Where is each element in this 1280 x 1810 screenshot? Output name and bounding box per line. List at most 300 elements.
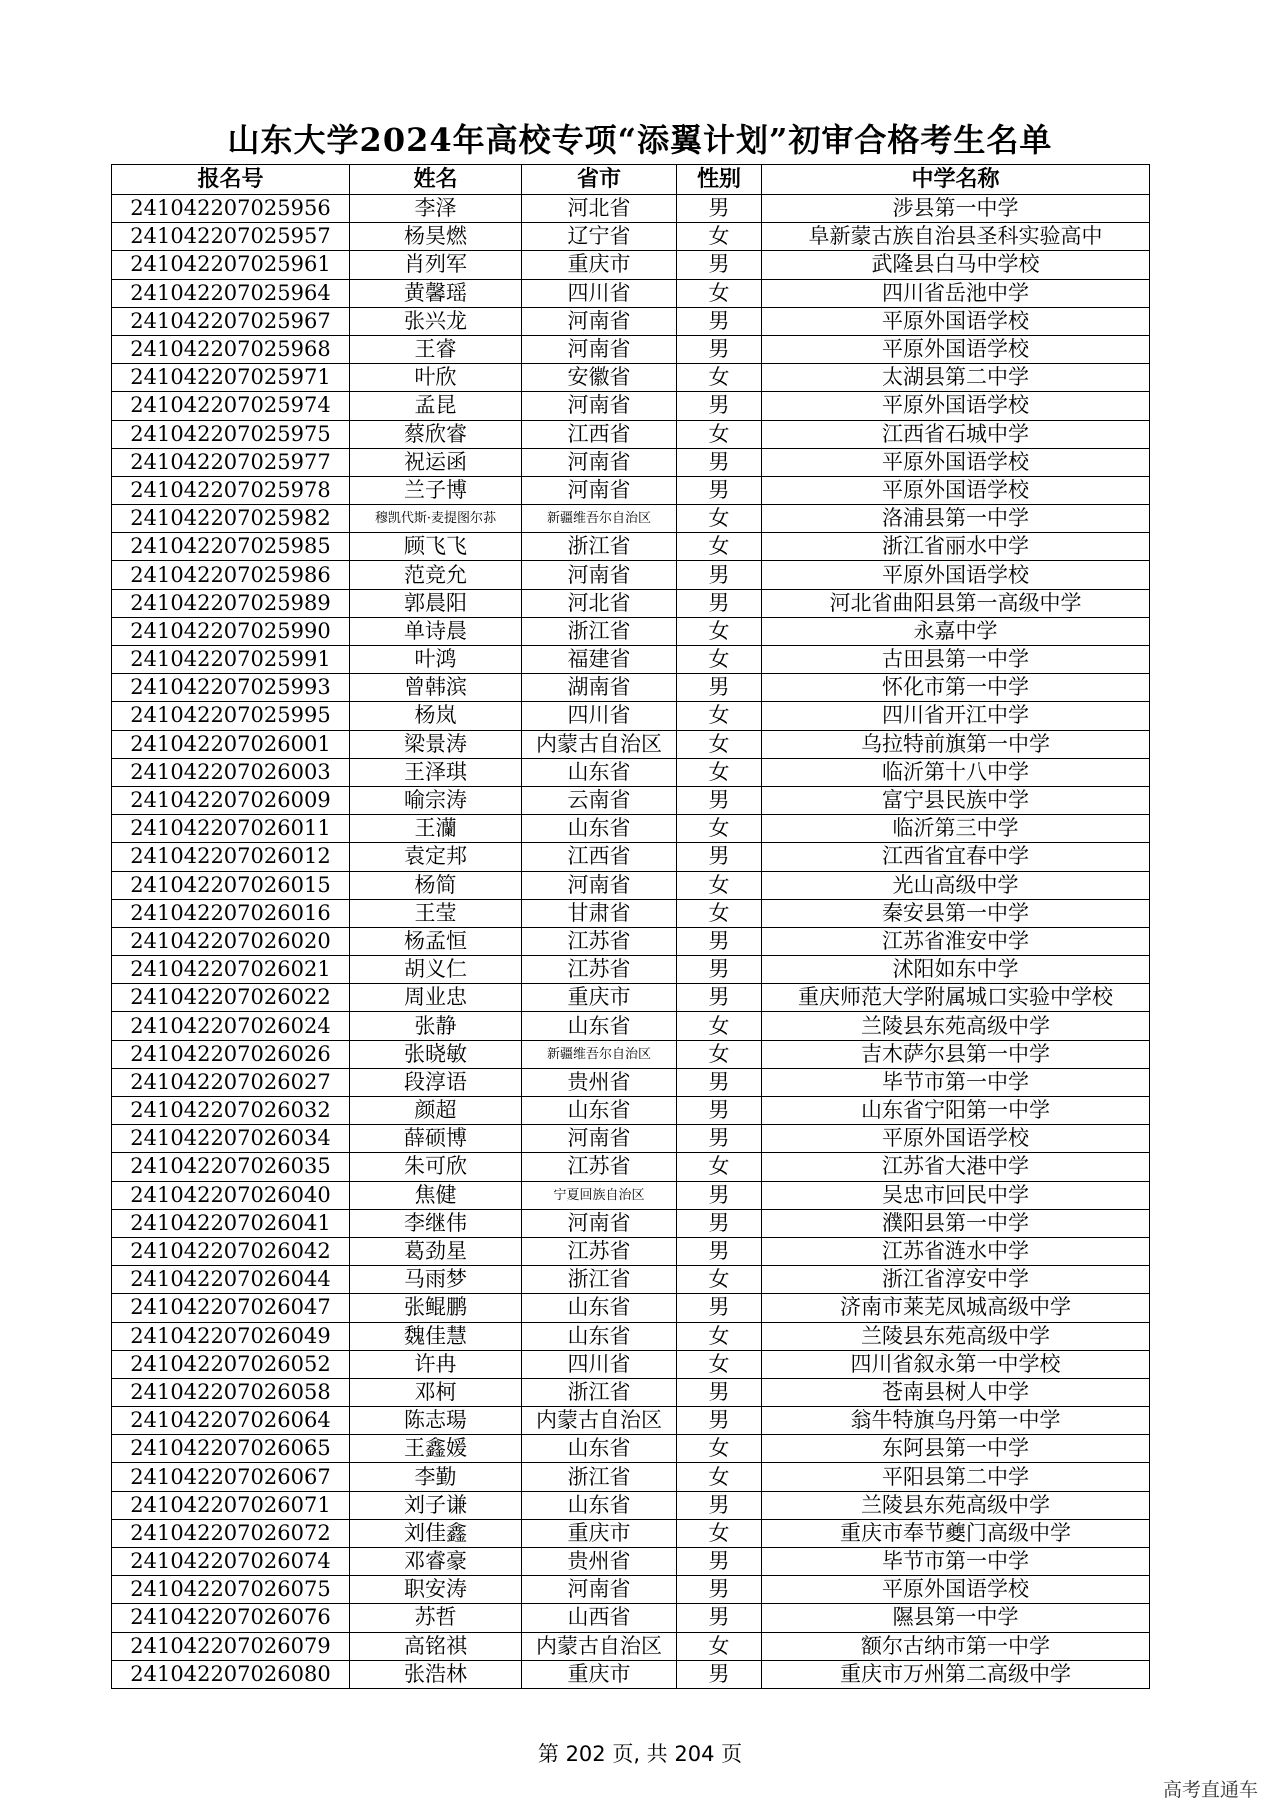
name-cell: 杨昊燃 <box>350 223 522 251</box>
table-row <box>112 1153 1150 1181</box>
name-cell: 邓柯 <box>350 1378 522 1406</box>
column-header-id: 报名号 <box>112 165 350 195</box>
province-cell: 河北省 <box>522 589 677 617</box>
school-cell: 洛浦县第一中学 <box>762 505 1150 533</box>
gender-cell: 男 <box>677 335 762 363</box>
name-cell: 王鑫媛 <box>350 1435 522 1463</box>
province-cell: 甘肃省 <box>522 899 677 927</box>
school-cell: 毕节市第一中学 <box>762 1548 1150 1576</box>
gender-cell: 女 <box>677 279 762 307</box>
registration-id-cell: 241042207025971 <box>112 364 350 392</box>
school-cell: 浙江省丽水中学 <box>762 533 1150 561</box>
school-cell: 临沂第十八中学 <box>762 758 1150 786</box>
gender-cell: 女 <box>677 364 762 392</box>
school-cell: 吉木萨尔县第一中学 <box>762 1040 1150 1068</box>
school-cell: 毕节市第一中学 <box>762 1068 1150 1096</box>
school-cell: 平原外国语学校 <box>762 1125 1150 1153</box>
name-cell: 王睿 <box>350 335 522 363</box>
table-row <box>112 1407 1150 1435</box>
province-cell: 四川省 <box>522 1350 677 1378</box>
table-row <box>112 448 1150 476</box>
province-cell: 江苏省 <box>522 1237 677 1265</box>
registration-id-cell: 241042207026071 <box>112 1491 350 1519</box>
school-cell: 古田县第一中学 <box>762 646 1150 674</box>
school-cell: 浙江省淳安中学 <box>762 1266 1150 1294</box>
table-row <box>112 1237 1150 1265</box>
school-cell: 平原外国语学校 <box>762 561 1150 589</box>
name-cell: 苏哲 <box>350 1604 522 1632</box>
school-cell: 平阳县第二中学 <box>762 1463 1150 1491</box>
registration-id-cell: 241042207025956 <box>112 195 350 223</box>
registration-id-cell: 241042207026001 <box>112 730 350 758</box>
province-cell: 江苏省 <box>522 956 677 984</box>
table-row <box>112 364 1150 392</box>
table-row <box>112 1209 1150 1237</box>
school-cell: 重庆市万州第二高级中学 <box>762 1660 1150 1688</box>
gender-cell: 男 <box>677 1407 762 1435</box>
name-cell: 张晓敏 <box>350 1040 522 1068</box>
table-row <box>112 1548 1150 1576</box>
name-cell: 朱可欣 <box>350 1153 522 1181</box>
name-cell: 李勤 <box>350 1463 522 1491</box>
table-row <box>112 1576 1150 1604</box>
registration-id-cell: 241042207026067 <box>112 1463 350 1491</box>
school-cell: 额尔古纳市第一中学 <box>762 1632 1150 1660</box>
gender-cell: 男 <box>677 1068 762 1096</box>
gender-cell: 男 <box>677 1209 762 1237</box>
gender-cell: 男 <box>677 195 762 223</box>
gender-cell: 女 <box>677 223 762 251</box>
column-header-gender: 性别 <box>677 165 762 195</box>
school-cell: 隰县第一中学 <box>762 1604 1150 1632</box>
school-cell: 苍南县树人中学 <box>762 1378 1150 1406</box>
name-cell: 梁景涛 <box>350 730 522 758</box>
registration-id-cell: 241042207026058 <box>112 1378 350 1406</box>
school-cell: 江苏省涟水中学 <box>762 1237 1150 1265</box>
table-row <box>112 702 1150 730</box>
table-row <box>112 1068 1150 1096</box>
gender-cell: 女 <box>677 505 762 533</box>
province-cell: 河南省 <box>522 307 677 335</box>
school-cell: 平原外国语学校 <box>762 392 1150 420</box>
name-cell: 周业忠 <box>350 984 522 1012</box>
column-header-name: 姓名 <box>350 165 522 195</box>
table-row <box>112 786 1150 814</box>
province-cell: 河北省 <box>522 195 677 223</box>
table-row <box>112 1519 1150 1547</box>
school-cell: 重庆市奉节夔门高级中学 <box>762 1519 1150 1547</box>
registration-id-cell: 241042207026076 <box>112 1604 350 1632</box>
province-cell: 山东省 <box>522 1322 677 1350</box>
gender-cell: 男 <box>677 786 762 814</box>
name-cell: 魏佳慧 <box>350 1322 522 1350</box>
school-cell: 临沂第三中学 <box>762 815 1150 843</box>
registration-id-cell: 241042207025995 <box>112 702 350 730</box>
registration-id-cell: 241042207026065 <box>112 1435 350 1463</box>
table-row <box>112 1604 1150 1632</box>
province-cell: 内蒙古自治区 <box>522 1407 677 1435</box>
school-cell: 四川省开江中学 <box>762 702 1150 730</box>
province-cell: 浙江省 <box>522 1378 677 1406</box>
gender-cell: 女 <box>677 1040 762 1068</box>
registration-id-cell: 241042207026041 <box>112 1209 350 1237</box>
gender-cell: 男 <box>677 1294 762 1322</box>
table-row <box>112 279 1150 307</box>
province-cell: 山东省 <box>522 1491 677 1519</box>
school-cell: 平原外国语学校 <box>762 307 1150 335</box>
registration-id-cell: 241042207025989 <box>112 589 350 617</box>
province-cell: 河南省 <box>522 1209 677 1237</box>
gender-cell: 男 <box>677 1378 762 1406</box>
registration-id-cell: 241042207026016 <box>112 899 350 927</box>
name-cell: 杨简 <box>350 871 522 899</box>
gender-cell: 女 <box>677 871 762 899</box>
province-cell: 河南省 <box>522 871 677 899</box>
column-header-school: 中学名称 <box>762 165 1150 195</box>
province-cell: 四川省 <box>522 279 677 307</box>
gender-cell: 女 <box>677 1012 762 1040</box>
name-cell: 颜超 <box>350 1097 522 1125</box>
gender-cell: 女 <box>677 1266 762 1294</box>
gender-cell: 女 <box>677 617 762 645</box>
table-row <box>112 392 1150 420</box>
province-cell: 内蒙古自治区 <box>522 1632 677 1660</box>
gender-cell: 女 <box>677 646 762 674</box>
school-cell: 江西省石城中学 <box>762 420 1150 448</box>
registration-id-cell: 241042207025982 <box>112 505 350 533</box>
name-cell: 张兴龙 <box>350 307 522 335</box>
province-cell: 云南省 <box>522 786 677 814</box>
school-cell: 太湖县第二中学 <box>762 364 1150 392</box>
school-cell: 永嘉中学 <box>762 617 1150 645</box>
school-cell: 兰陵县东苑高级中学 <box>762 1322 1150 1350</box>
province-cell: 新疆维吾尔自治区 <box>522 1040 677 1068</box>
province-cell: 四川省 <box>522 702 677 730</box>
table-row <box>112 984 1150 1012</box>
registration-id-cell: 241042207026009 <box>112 786 350 814</box>
table-row <box>112 843 1150 871</box>
gender-cell: 男 <box>677 589 762 617</box>
gender-cell: 男 <box>677 1125 762 1153</box>
name-cell: 职安涛 <box>350 1576 522 1604</box>
registration-id-cell: 241042207026075 <box>112 1576 350 1604</box>
name-cell: 王灡 <box>350 815 522 843</box>
registration-id-cell: 241042207025986 <box>112 561 350 589</box>
table-row <box>112 561 1150 589</box>
registration-id-cell: 241042207025964 <box>112 279 350 307</box>
table-row <box>112 899 1150 927</box>
province-cell: 宁夏回族自治区 <box>522 1181 677 1209</box>
name-cell: 许冉 <box>350 1350 522 1378</box>
school-cell: 富宁县民族中学 <box>762 786 1150 814</box>
name-cell: 蔡欣睿 <box>350 420 522 448</box>
gender-cell: 女 <box>677 1350 762 1378</box>
table-row <box>112 815 1150 843</box>
table-row <box>112 1097 1150 1125</box>
gender-cell: 女 <box>677 1435 762 1463</box>
registration-id-cell: 241042207026042 <box>112 1237 350 1265</box>
school-cell: 江苏省大港中学 <box>762 1153 1150 1181</box>
name-cell: 张浩林 <box>350 1660 522 1688</box>
name-cell: 李泽 <box>350 195 522 223</box>
name-cell: 杨孟恒 <box>350 927 522 955</box>
name-cell: 刘佳鑫 <box>350 1519 522 1547</box>
registration-id-cell: 241042207026074 <box>112 1548 350 1576</box>
table-row <box>112 1012 1150 1040</box>
name-cell: 王泽琪 <box>350 758 522 786</box>
province-cell: 山西省 <box>522 1604 677 1632</box>
province-cell: 山东省 <box>522 758 677 786</box>
name-cell: 喻宗涛 <box>350 786 522 814</box>
gender-cell: 女 <box>677 1153 762 1181</box>
registration-id-cell: 241042207025968 <box>112 335 350 363</box>
table-row <box>112 871 1150 899</box>
school-cell: 山东省宁阳第一中学 <box>762 1097 1150 1125</box>
province-cell: 浙江省 <box>522 617 677 645</box>
gender-cell: 女 <box>677 758 762 786</box>
registration-id-cell: 241042207026021 <box>112 956 350 984</box>
registration-id-cell: 241042207026032 <box>112 1097 350 1125</box>
table-row <box>112 956 1150 984</box>
name-cell: 王莹 <box>350 899 522 927</box>
registration-id-cell: 241042207026080 <box>112 1660 350 1688</box>
province-cell: 内蒙古自治区 <box>522 730 677 758</box>
table-row <box>112 730 1150 758</box>
page-number: 第 202 页, 共 204 页 <box>537 1742 743 1766</box>
gender-cell: 女 <box>677 1519 762 1547</box>
gender-cell: 男 <box>677 1181 762 1209</box>
province-cell: 江苏省 <box>522 927 677 955</box>
province-cell: 辽宁省 <box>522 223 677 251</box>
table-row <box>112 589 1150 617</box>
name-cell: 范竞允 <box>350 561 522 589</box>
table-row <box>112 1632 1150 1660</box>
registration-id-cell: 241042207026015 <box>112 871 350 899</box>
school-cell: 涉县第一中学 <box>762 195 1150 223</box>
name-cell: 张鲲鹏 <box>350 1294 522 1322</box>
school-cell: 四川省叙永第一中学校 <box>762 1350 1150 1378</box>
registration-id-cell: 241042207026022 <box>112 984 350 1012</box>
table-row <box>112 505 1150 533</box>
province-cell: 山东省 <box>522 1294 677 1322</box>
province-cell: 浙江省 <box>522 533 677 561</box>
table-row <box>112 195 1150 223</box>
registration-id-cell: 241042207026049 <box>112 1322 350 1350</box>
province-cell: 重庆市 <box>522 251 677 279</box>
gender-cell: 女 <box>677 1322 762 1350</box>
school-cell: 四川省岳池中学 <box>762 279 1150 307</box>
province-cell: 重庆市 <box>522 1519 677 1547</box>
gender-cell: 男 <box>677 1576 762 1604</box>
registration-id-cell: 241042207025990 <box>112 617 350 645</box>
province-cell: 山东省 <box>522 815 677 843</box>
school-cell: 翁牛特旗乌丹第一中学 <box>762 1407 1150 1435</box>
candidate-table <box>111 164 1150 1689</box>
gender-cell: 男 <box>677 984 762 1012</box>
province-cell: 河南省 <box>522 476 677 504</box>
school-cell: 怀化市第一中学 <box>762 674 1150 702</box>
table-row <box>112 927 1150 955</box>
gender-cell: 女 <box>677 420 762 448</box>
name-cell: 郭晨阳 <box>350 589 522 617</box>
registration-id-cell: 241042207025974 <box>112 392 350 420</box>
gender-cell: 男 <box>677 1548 762 1576</box>
registration-id-cell: 241042207026012 <box>112 843 350 871</box>
registration-id-cell: 241042207025977 <box>112 448 350 476</box>
name-cell: 陈志瑒 <box>350 1407 522 1435</box>
registration-id-cell: 241042207025978 <box>112 476 350 504</box>
school-cell: 江苏省淮安中学 <box>762 927 1150 955</box>
province-cell: 山东省 <box>522 1012 677 1040</box>
registration-id-cell: 241042207026011 <box>112 815 350 843</box>
registration-id-cell: 241042207026044 <box>112 1266 350 1294</box>
school-cell: 东阿县第一中学 <box>762 1435 1150 1463</box>
school-cell: 武隆县白马中学校 <box>762 251 1150 279</box>
table-row <box>112 674 1150 702</box>
gender-cell: 女 <box>677 899 762 927</box>
name-cell: 李继伟 <box>350 1209 522 1237</box>
gender-cell: 男 <box>677 561 762 589</box>
gender-cell: 女 <box>677 533 762 561</box>
watermark: 高考直通车 <box>1162 1779 1258 1801</box>
province-cell: 河南省 <box>522 1125 677 1153</box>
school-cell: 乌拉特前旗第一中学 <box>762 730 1150 758</box>
name-cell: 顾飞飞 <box>350 533 522 561</box>
registration-id-cell: 241042207026003 <box>112 758 350 786</box>
gender-cell: 男 <box>677 1491 762 1519</box>
school-cell: 重庆师范大学附属城口实验中学校 <box>762 984 1150 1012</box>
school-cell: 平原外国语学校 <box>762 1576 1150 1604</box>
school-cell: 沭阳如东中学 <box>762 956 1150 984</box>
table-row <box>112 1435 1150 1463</box>
province-cell: 贵州省 <box>522 1068 677 1096</box>
province-cell: 河南省 <box>522 448 677 476</box>
province-cell: 浙江省 <box>522 1266 677 1294</box>
province-cell: 山东省 <box>522 1097 677 1125</box>
registration-id-cell: 241042207026064 <box>112 1407 350 1435</box>
school-cell: 平原外国语学校 <box>762 476 1150 504</box>
table-row <box>112 1322 1150 1350</box>
province-cell: 安徽省 <box>522 364 677 392</box>
table-body <box>112 195 1150 1689</box>
registration-id-cell: 241042207026040 <box>112 1181 350 1209</box>
table-row <box>112 1491 1150 1519</box>
gender-cell: 男 <box>677 251 762 279</box>
province-cell: 河南省 <box>522 1576 677 1604</box>
province-cell: 河南省 <box>522 392 677 420</box>
name-cell: 黄馨瑶 <box>350 279 522 307</box>
name-cell: 穆凯代斯·麦提图尔荪 <box>350 505 522 533</box>
province-cell: 江苏省 <box>522 1153 677 1181</box>
school-cell: 平原外国语学校 <box>762 448 1150 476</box>
table-row <box>112 1463 1150 1491</box>
table-row <box>112 1294 1150 1322</box>
table-row <box>112 1181 1150 1209</box>
name-cell: 叶欣 <box>350 364 522 392</box>
name-cell: 祝运函 <box>350 448 522 476</box>
name-cell: 葛劲星 <box>350 1237 522 1265</box>
gender-cell: 男 <box>677 307 762 335</box>
registration-id-cell: 241042207025975 <box>112 420 350 448</box>
table-header-row <box>112 165 1150 195</box>
province-cell: 河南省 <box>522 335 677 363</box>
school-cell: 江西省宜春中学 <box>762 843 1150 871</box>
table-row <box>112 251 1150 279</box>
province-cell: 浙江省 <box>522 1463 677 1491</box>
table-row <box>112 1350 1150 1378</box>
province-cell: 山东省 <box>522 1435 677 1463</box>
table-row <box>112 617 1150 645</box>
gender-cell: 男 <box>677 392 762 420</box>
gender-cell: 男 <box>677 1604 762 1632</box>
name-cell: 邓睿豪 <box>350 1548 522 1576</box>
registration-id-cell: 241042207026072 <box>112 1519 350 1547</box>
name-cell: 马雨梦 <box>350 1266 522 1294</box>
gender-cell: 女 <box>677 1463 762 1491</box>
province-cell: 重庆市 <box>522 984 677 1012</box>
gender-cell: 男 <box>677 1097 762 1125</box>
registration-id-cell: 241042207026034 <box>112 1125 350 1153</box>
gender-cell: 男 <box>677 448 762 476</box>
gender-cell: 男 <box>677 476 762 504</box>
gender-cell: 男 <box>677 1237 762 1265</box>
registration-id-cell: 241042207026079 <box>112 1632 350 1660</box>
school-cell: 濮阳县第一中学 <box>762 1209 1150 1237</box>
province-cell: 河南省 <box>522 561 677 589</box>
registration-id-cell: 241042207025961 <box>112 251 350 279</box>
province-cell: 江西省 <box>522 420 677 448</box>
registration-id-cell: 241042207025991 <box>112 646 350 674</box>
name-cell: 孟昆 <box>350 392 522 420</box>
name-cell: 张静 <box>350 1012 522 1040</box>
province-cell: 贵州省 <box>522 1548 677 1576</box>
registration-id-cell: 241042207026052 <box>112 1350 350 1378</box>
table-row <box>112 1125 1150 1153</box>
province-cell: 福建省 <box>522 646 677 674</box>
name-cell: 胡义仁 <box>350 956 522 984</box>
name-cell: 段淳语 <box>350 1068 522 1096</box>
registration-id-cell: 241042207026027 <box>112 1068 350 1096</box>
registration-id-cell: 241042207026035 <box>112 1153 350 1181</box>
school-cell: 兰陵县东苑高级中学 <box>762 1491 1150 1519</box>
name-cell: 单诗晨 <box>350 617 522 645</box>
table-row <box>112 1378 1150 1406</box>
name-cell: 袁定邦 <box>350 843 522 871</box>
school-cell: 阜新蒙古族自治县圣科实验高中 <box>762 223 1150 251</box>
school-cell: 平原外国语学校 <box>762 335 1150 363</box>
province-cell: 重庆市 <box>522 1660 677 1688</box>
name-cell: 刘子谦 <box>350 1491 522 1519</box>
name-cell: 杨岚 <box>350 702 522 730</box>
page-title: 山东大学2024年高校专项“添翼计划”初审合格考生名单 <box>227 121 1053 159</box>
registration-id-cell: 241042207025993 <box>112 674 350 702</box>
name-cell: 曾韩滨 <box>350 674 522 702</box>
gender-cell: 女 <box>677 730 762 758</box>
registration-id-cell: 241042207025967 <box>112 307 350 335</box>
gender-cell: 女 <box>677 815 762 843</box>
column-header-province: 省市 <box>522 165 677 195</box>
name-cell: 兰子博 <box>350 476 522 504</box>
school-cell: 济南市莱芜凤城高级中学 <box>762 1294 1150 1322</box>
table-row <box>112 476 1150 504</box>
school-cell: 兰陵县东苑高级中学 <box>762 1012 1150 1040</box>
school-cell: 河北省曲阳县第一高级中学 <box>762 589 1150 617</box>
gender-cell: 男 <box>677 674 762 702</box>
table-row <box>112 533 1150 561</box>
province-cell: 新疆维吾尔自治区 <box>522 505 677 533</box>
province-cell: 湖南省 <box>522 674 677 702</box>
registration-id-cell: 241042207025957 <box>112 223 350 251</box>
